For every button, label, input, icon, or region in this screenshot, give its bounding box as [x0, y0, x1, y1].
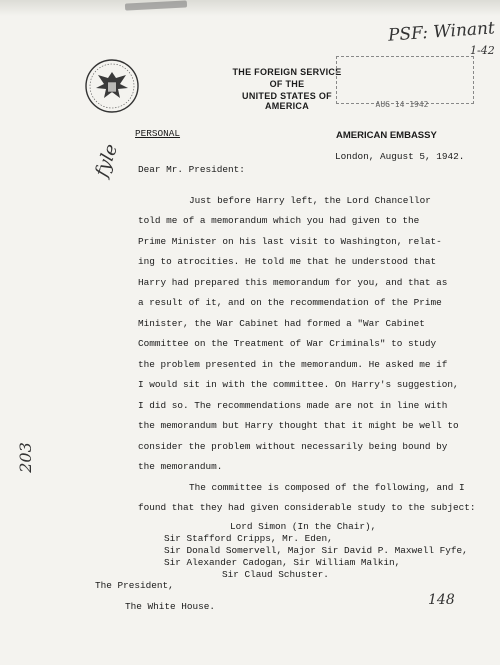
- member-line: Lord Simon (In the Chair),: [230, 521, 377, 532]
- paragraph-line: consider the problem without necessarily being bound by: [138, 441, 448, 452]
- salutation: Dear Mr. President:: [138, 164, 245, 175]
- paragraph-line: Committee on the Treatment of War Criminals" to study: [138, 338, 437, 349]
- paragraph-line: a result of it, and on the recommendation of the Prime: [138, 297, 442, 308]
- handwritten-file-number: 1-42: [470, 44, 495, 57]
- paragraph-line: told me of a memorandum which you had given to the: [138, 215, 420, 226]
- address-line-1: The President,: [95, 580, 174, 591]
- member-line: Sir Stafford Cripps, Mr. Eden,: [164, 533, 333, 544]
- paragraph-line: I did so. The recommendations made are not in line with: [138, 400, 448, 411]
- address-line-2: The White House.: [125, 601, 216, 612]
- letterhead-line-1: THE FOREIGN SERVICE: [232, 67, 342, 77]
- personal-marking: PERSONAL: [135, 128, 181, 139]
- letterhead-line-3: UNITED STATES OF AMERICA: [242, 91, 332, 111]
- handwritten-page-number: 148: [428, 592, 455, 608]
- paragraph-line: Minister, the War Cabinet had formed a "War Cabinet: [138, 318, 425, 329]
- received-stamp: [336, 56, 474, 104]
- paragraph-line: Just before Harry left, the Lord Chancellor: [189, 195, 431, 206]
- member-line: Sir Donald Somervell, Major Sir David P. Maxwell Fyfe,: [164, 545, 468, 556]
- letter-date: London, August 5, 1942.: [335, 151, 465, 162]
- handwritten-margin-number: 203: [15, 442, 35, 473]
- member-line: Sir Claud Schuster.: [222, 569, 329, 580]
- member-line: Sir Alexander Cadogan, Sir William Malkin,: [164, 557, 401, 568]
- paragraph-line: Harry had prepared this memorandum for you, and that as: [138, 277, 448, 288]
- embassy-name: AMERICAN EMBASSY: [336, 130, 437, 141]
- paragraph-line: Prime Minister on his last visit to Washington, relat-: [138, 236, 442, 247]
- great-seal-icon: [84, 58, 140, 114]
- paragraph-line: The committee is composed of the following, and I: [189, 482, 465, 493]
- scan-top-edge: [0, 0, 500, 16]
- paragraph-line: the memorandum but Harry thought that it might be well to: [138, 420, 459, 431]
- paragraph-line: I would sit in with the committee. On Harry's suggestion,: [138, 379, 459, 390]
- handwritten-margin-note: fyle: [91, 141, 123, 180]
- paragraph-line: the problem presented in the memorandum. He asked me if: [138, 359, 448, 370]
- received-stamp-date: AUG 14 1942: [375, 100, 429, 109]
- letterhead-line-2: OF THE: [269, 79, 305, 89]
- paragraph-line: ing to atrocities. He told me that he understood that: [138, 256, 437, 267]
- handwritten-file-note: PSF: Winant: [387, 18, 496, 46]
- paragraph-line: found that they had given considerable study to the subject:: [138, 502, 476, 513]
- paragraph-line: the memorandum.: [138, 461, 223, 472]
